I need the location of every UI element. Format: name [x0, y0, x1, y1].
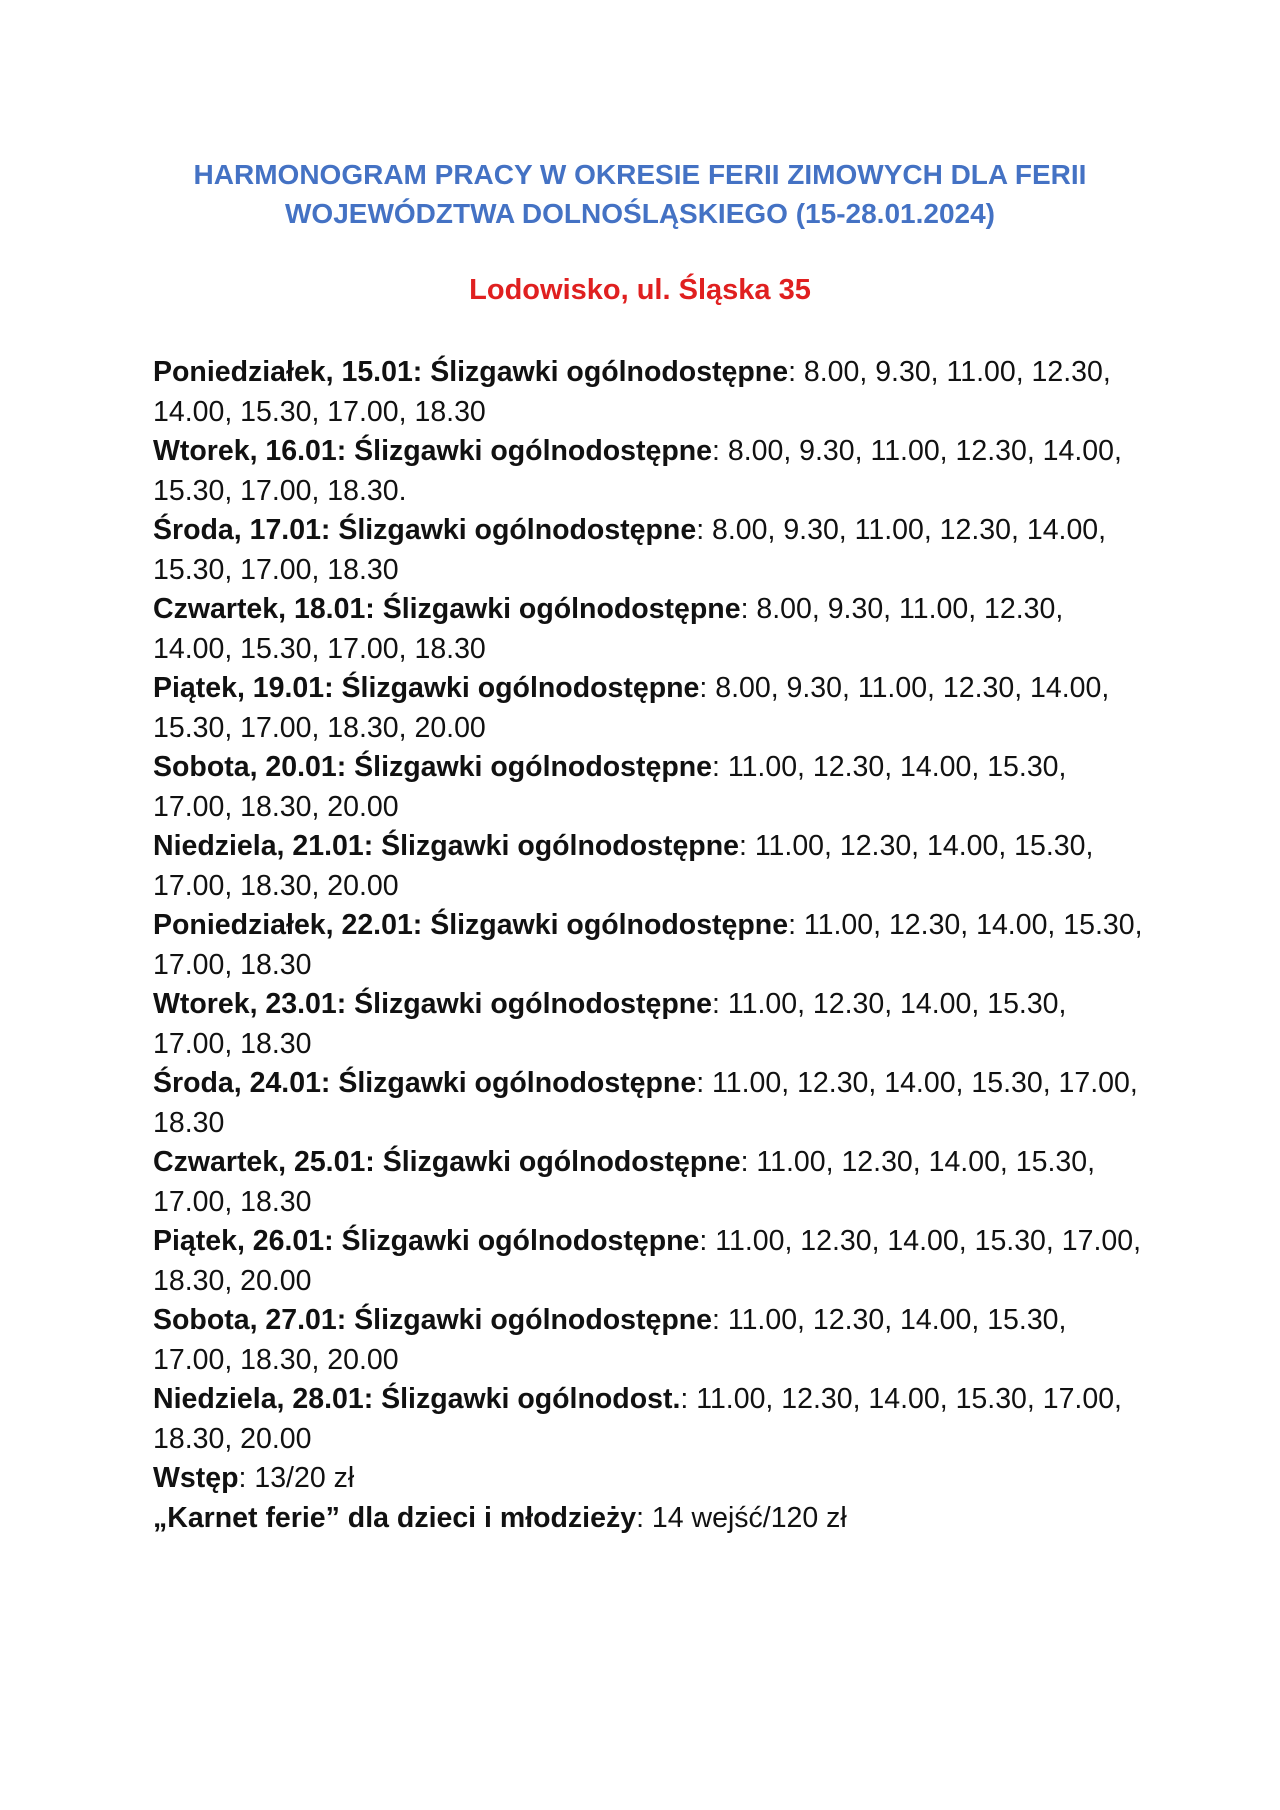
entry-day-label: Poniedziałek, 15.01: Ślizgawki ogólnodostępne: [153, 356, 789, 388]
entry-day-label: Czwartek, 25.01: Ślizgawki ogólnodostępne: [153, 1146, 741, 1178]
entry-day-label: Sobota, 27.01: Ślizgawki ogólnodostępne: [153, 1304, 712, 1336]
schedule-entry: Poniedziałek, 22.01: Ślizgawki ogólnodostępne: 11.00, 12.30, 14.00, 15.30, 17.00, 18.30: [153, 909, 1143, 981]
entry-times: 11.00, 12.30, 14.00, 15.30, 17.00, 18.30: [153, 988, 1067, 1060]
entry-times: 8.00, 9.30, 11.00, 12.30, 14.00, 15.30, 17.00, 18.30: [153, 514, 1107, 586]
schedule-entry: Niedziela, 28.01: Ślizgawki ogólnodost.: 11.00, 12.30, 14.00, 15.30, 17.00, 18.30, 20.00: [153, 1383, 1122, 1455]
location-heading: Lodowisko, ul. Śląska 35: [469, 274, 811, 306]
entry-day-label: Niedziela, 21.01: Ślizgawki ogólnodostępne: [153, 830, 739, 862]
schedule-entry: Czwartek, 25.01: Ślizgawki ogólnodostępne: 11.00, 12.30, 14.00, 15.30, 17.00, 18.30: [153, 1146, 1095, 1218]
entry-times: 11.00, 12.30, 14.00, 15.30, 17.00, 18.30, 20.00: [153, 1383, 1122, 1455]
schedule-entry: Sobota, 20.01: Ślizgawki ogólnodostępne: 11.00, 12.30, 14.00, 15.30, 17.00, 18.30, 20.00: [153, 751, 1067, 823]
entry-day-label: Czwartek, 18.01: Ślizgawki ogólnodostępne: [153, 593, 741, 625]
schedule-entry: Czwartek, 18.01: Ślizgawki ogólnodostępne: 8.00, 9.30, 11.00, 12.30, 14.00, 15.30, 17.00, 18.30: [153, 593, 1064, 665]
entry-price-value: 13/20 zł: [254, 1462, 355, 1494]
entry-day-label: Środa, 17.01: Ślizgawki ogólnodostępne: [153, 514, 697, 546]
entry-price-label: Wstęp: [153, 1462, 239, 1494]
schedule-list: [153, 353, 1143, 1538]
entry-times: 11.00, 12.30, 14.00, 15.30, 17.00, 18.30, 20.00: [153, 1304, 1067, 1376]
entry-day-label: Wtorek, 23.01: Ślizgawki ogólnodostępne: [153, 988, 713, 1020]
page-title: [0, 155, 1280, 233]
schedule-entry: Środa, 24.01: Ślizgawki ogólnodostępne: 11.00, 12.30, 14.00, 15.30, 17.00, 18.30: [153, 1067, 1138, 1139]
entry-day-label: Środa, 24.01: Ślizgawki ogólnodostępne: [153, 1067, 697, 1099]
schedule-entry: Sobota, 27.01: Ślizgawki ogólnodostępne: 11.00, 12.30, 14.00, 15.30, 17.00, 18.30, 20.00: [153, 1304, 1067, 1376]
title-line-1: HARMONOGRAM PRACY W OKRESIE FERII ZIMOWYCH DLA FERII: [193, 159, 1087, 190]
schedule-entry: Poniedziałek, 15.01: Ślizgawki ogólnodostępne: 8.00, 9.30, 11.00, 12.30, 14.00, 15.30, 17.00, 18.30: [153, 356, 1111, 428]
entry-price: Wstęp: 13/20 zł: [153, 1462, 355, 1494]
schedule-entry: Piątek, 19.01: Ślizgawki ogólnodostępne: 8.00, 9.30, 11.00, 12.30, 14.00, 15.30, 17.00, 18.30, 20.00: [153, 672, 1110, 744]
entry-times: 8.00, 9.30, 11.00, 12.30, 14.00, 15.30, 17.00, 18.30, 20.00: [153, 672, 1110, 744]
title-line-2: WOJEWÓDZTWA DOLNOŚLĄSKIEGO (15-28.01.2024): [285, 198, 995, 229]
entry-day-label: Piątek, 19.01: Ślizgawki ogólnodostępne: [153, 672, 700, 704]
entry-day-label: Wtorek, 16.01: Ślizgawki ogólnodostępne: [153, 435, 713, 467]
entry-times: 8.00, 9.30, 11.00, 12.30, 14.00, 15.30, 17.00, 18.30: [153, 356, 1111, 428]
winter-pass-value: 14 wejść/120 zł: [651, 1501, 847, 1534]
schedule-entry: Piątek, 26.01: Ślizgawki ogólnodostępne: 11.00, 12.30, 14.00, 15.30, 17.00, 18.30, 20.00: [153, 1225, 1141, 1297]
schedule-entry: Wtorek, 23.01: Ślizgawki ogólnodostępne: 11.00, 12.30, 14.00, 15.30, 17.00, 18.30: [153, 988, 1067, 1060]
entry-day-label: Piątek, 26.01: Ślizgawki ogólnodostępne: [153, 1225, 700, 1257]
entry-times: 8.00, 9.30, 11.00, 12.30, 14.00, 15.30, 17.00, 18.30.: [153, 435, 1122, 507]
entry-times: 11.00, 12.30, 14.00, 15.30, 17.00, 18.30, 20.00: [153, 830, 1094, 902]
entry-times: 11.00, 12.30, 14.00, 15.30, 17.00, 18.30, 20.00: [153, 1225, 1141, 1297]
entry-day-label: Sobota, 20.01: Ślizgawki ogólnodostępne: [153, 751, 712, 783]
entry-times: 11.00, 12.30, 14.00, 15.30, 17.00, 18.30: [153, 1146, 1095, 1218]
winter-pass-price: „Karnet ferie” dla dzieci i młodzieży: 14 wejść/120 zł: [153, 1501, 847, 1534]
schedule-entry: Niedziela, 21.01: Ślizgawki ogólnodostępne: 11.00, 12.30, 14.00, 15.30, 17.00, 18.30, 20.00: [153, 830, 1094, 902]
entry-times: 11.00, 12.30, 14.00, 15.30, 17.00, 18.30: [153, 909, 1143, 981]
schedule-entry: Wtorek, 16.01: Ślizgawki ogólnodostępne: 8.00, 9.30, 11.00, 12.30, 14.00, 15.30, 17.00, 18.30.: [153, 435, 1122, 507]
entry-times: 11.00, 12.30, 14.00, 15.30, 17.00, 18.30: [153, 1067, 1138, 1139]
entry-times: 8.00, 9.30, 11.00, 12.30, 14.00, 15.30, 17.00, 18.30: [153, 593, 1064, 665]
schedule-entry: Środa, 17.01: Ślizgawki ogólnodostępne: 8.00, 9.30, 11.00, 12.30, 14.00, 15.30, 17.00, 18.30: [153, 514, 1107, 586]
entry-times: 11.00, 12.30, 14.00, 15.30, 17.00, 18.30, 20.00: [153, 751, 1067, 823]
winter-pass-label: „Karnet ferie” dla dzieci i młodzieży: [153, 1501, 637, 1534]
entry-day-label: Poniedziałek, 22.01: Ślizgawki ogólnodostępne: [153, 909, 789, 941]
entry-day-label: Niedziela, 28.01: Ślizgawki ogólnodost.: [153, 1383, 681, 1415]
